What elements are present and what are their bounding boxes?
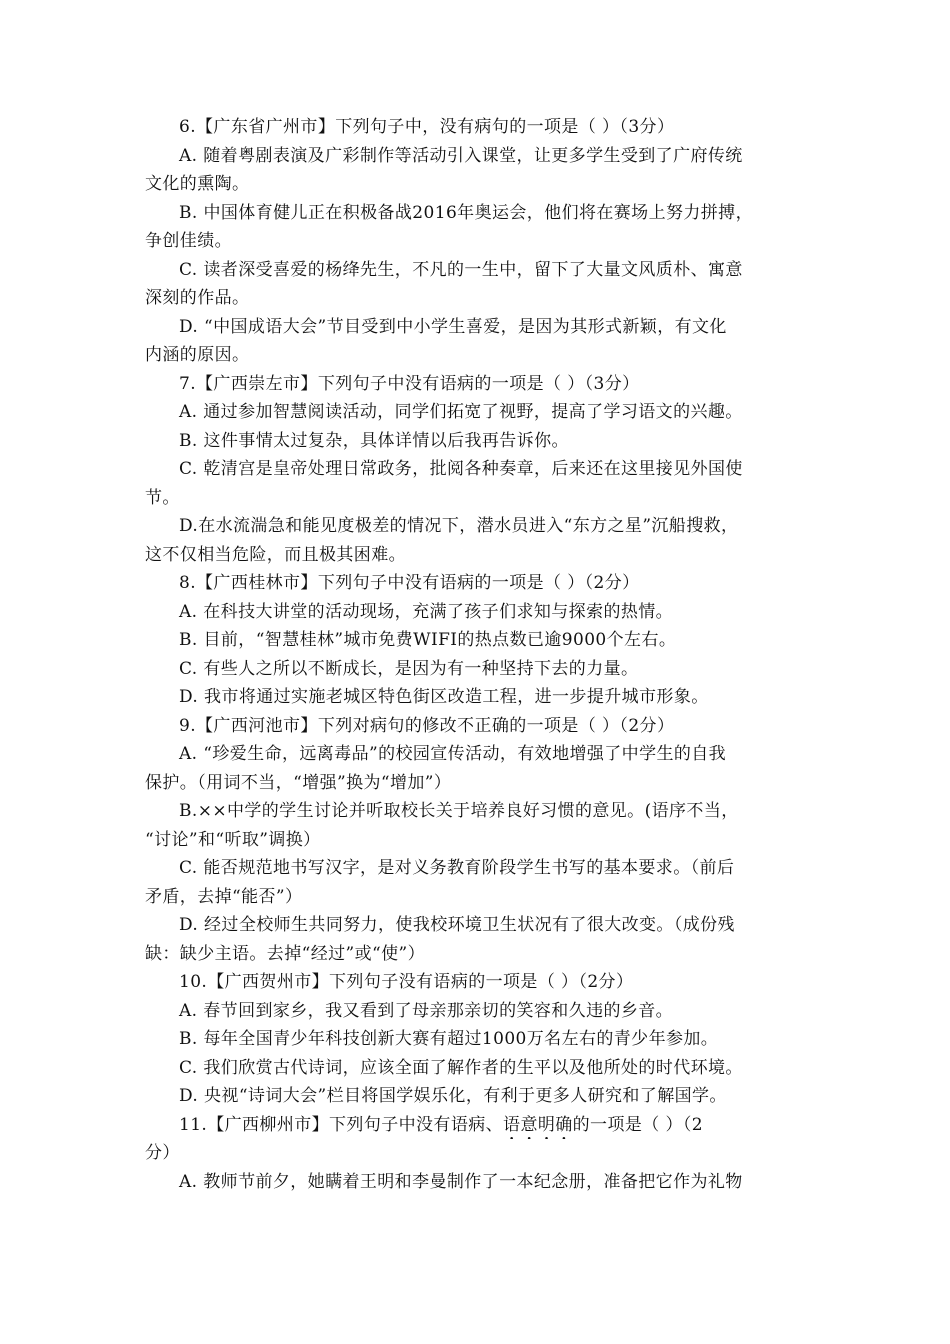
text-line: 争创佳绩。 bbox=[145, 231, 232, 251]
text-line: D. 经过全校师生共同努力，使我校环境卫生状况有了很大改变。（成份残 bbox=[179, 915, 735, 935]
text-line: C. 读者深受喜爱的杨绛先生，不凡的一生中，留下了大量文风质朴、寓意 bbox=[179, 259, 743, 280]
text-segment: 的一项是（ ）（2 bbox=[572, 1114, 703, 1135]
text-line: B. 中国体育健儿正在积极备战2016年奥运会，他们将在赛场上努力拼搏， bbox=[179, 202, 753, 223]
text-line: 8.【广西桂林市】下列句子中没有语病的一项是（ ）（2分） bbox=[179, 573, 640, 593]
question-text bbox=[145, 113, 805, 1196]
text-line: 文化的熏陶。 bbox=[145, 174, 250, 194]
text-line: B. 每年全国青少年科技创新大赛有超过1000万名左右的青少年参加。 bbox=[179, 1029, 719, 1049]
text-line: 9.【广西河池市】下列对病句的修改不正确的一项是（ ）（2分） bbox=[179, 715, 675, 736]
text-line: B. 这件事情太过复杂，具体详情以后我再告诉你。 bbox=[179, 430, 569, 451]
text-line: “讨论”和“听取”调换） bbox=[145, 829, 321, 850]
text-line: C. 我们欣赏古代诗词，应该全面了解作者的生平以及他所处的时代环境。 bbox=[179, 1057, 743, 1078]
text-line: A. 随着粤剧表演及广彩制作等活动引入课堂，让更多学生受到了广府传统 bbox=[179, 145, 743, 166]
text-line: 分） bbox=[145, 1143, 180, 1163]
text-line: C. 有些人之所以不断成长，是因为有一种坚持下去的力量。 bbox=[179, 658, 639, 679]
text-line: A. 在科技大讲堂的活动现场，充满了孩子们求知与探索的热情。 bbox=[179, 601, 674, 622]
text-line: 保护。（用词不当，“增强”换为“增加”） bbox=[145, 772, 452, 793]
text-line: B.××中学的学生讨论并听取校长关于培养良好习惯的意见。(语序不当， bbox=[179, 801, 739, 821]
text-line: 节。 bbox=[145, 487, 180, 508]
text-line: 深刻的作品。 bbox=[145, 288, 250, 308]
text-line: D.在水流湍急和能见度极差的情况下，潜水员进入“东方之星”沉船搜救， bbox=[179, 516, 739, 536]
text-line: A. “珍爱生命，远离毒品”的校园宣传活动，有效地增强了中学生的自我 bbox=[179, 744, 727, 764]
text-line: 矛盾，去掉“能否”） bbox=[145, 886, 303, 907]
text-line: 这不仅相当危险，而且极其困难。 bbox=[145, 544, 406, 565]
text-line: 内涵的原因。 bbox=[145, 345, 250, 365]
text-line: C. 乾清宫是皇帝处理日常政务，批阅各种奏章，后来还在这里接见外国使 bbox=[179, 459, 743, 479]
text-line: 缺：缺少主语。去掉“经过”或“使”） bbox=[145, 943, 425, 964]
text-line: B. 目前，“智慧桂林”城市免费WIFI的热点数已逾9000个左右。 bbox=[179, 630, 677, 650]
text-line: 6.【广东省广州市】下列句子中，没有病句的一项是（ ）（3分） bbox=[179, 117, 675, 137]
text-line: 7.【广西崇左市】下列句子中没有语病的一项是（ ）（3分） bbox=[179, 373, 640, 394]
emphasized-text: 语意明确 bbox=[503, 1114, 573, 1135]
text-line: 10.【广西贺州市】下列句子没有语病的一项是（ ）（2分） bbox=[179, 972, 634, 992]
text-line: C. 能否规范地书写汉字，是对义务教育阶段学生书写的基本要求。（前后 bbox=[179, 858, 735, 878]
text-line: A. 教师节前夕，她瞒着王明和李曼制作了一本纪念册，准备把它作为礼物 bbox=[179, 1171, 743, 1192]
text-line: D. 央视“诗词大会”栏目将国学娱乐化，有利于更多人研究和了解国学。 bbox=[179, 1086, 727, 1106]
text-line: A. 通过参加智慧阅读活动，同学们拓宽了视野，提高了学习语文的兴趣。 bbox=[179, 402, 743, 422]
text-line: D. 我市将通过实施老城区特色街区改造工程，进一步提升城市形象。 bbox=[179, 687, 709, 707]
text-segment: 11.【广西柳州市】下列句子中没有语病、 bbox=[179, 1114, 504, 1135]
text-line: D. “中国成语大会”节目受到中小学生喜爱，是因为其形式新颖，有文化 bbox=[179, 316, 727, 337]
text-line bbox=[145, 1111, 805, 1140]
text-line: A. 春节回到家乡，我又看到了母亲那亲切的笑容和久违的乡音。 bbox=[179, 1000, 674, 1021]
